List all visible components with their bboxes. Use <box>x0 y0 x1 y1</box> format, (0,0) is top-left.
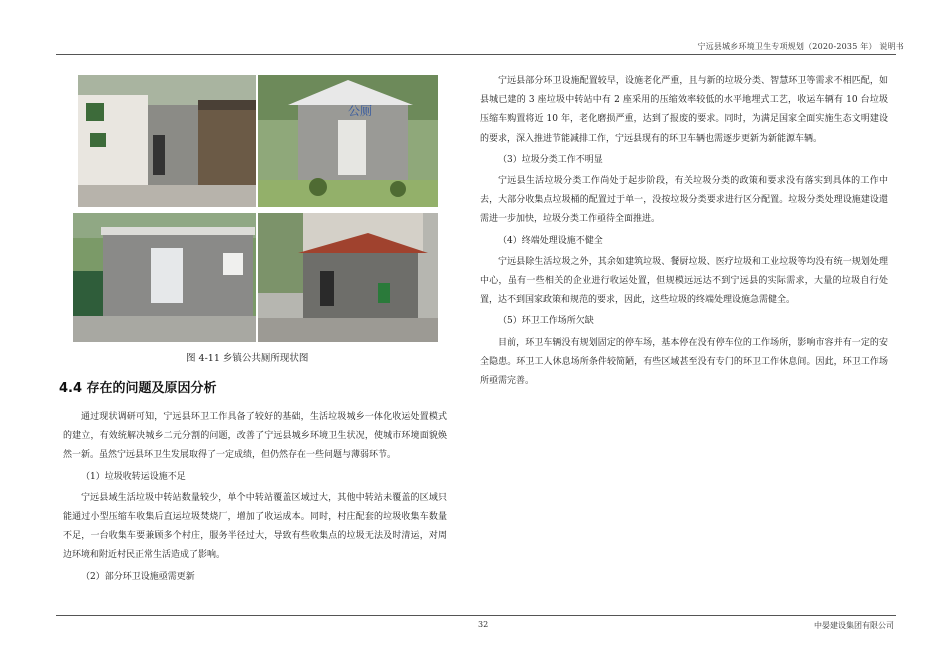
subheading: （3）垃圾分类工作不明显 <box>498 154 603 165</box>
paragraph: 宁远县除生活垃圾之外，其余如建筑垃圾、餐厨垃圾、医疗垃圾和工业垃圾等均没有统一规划处理中心，虽有一些相关的企业进行收运处置，但规模远远达不到宁远县的实际需求，大量的垃圾自行处置，达不到国家政策和规范的要求，因此，这些垃圾的终端处理设施急需健全。 <box>480 256 888 306</box>
paragraph: 宁远县部分环卫设施配置较早，设施老化严重，且与新的垃圾分类、智慧环卫等需求不相匹配，如县城已建的 3 座垃圾中转站中有 2 座采用的压缩效率较低的水平地埋式工艺，收运车辆有 10 台垃圾压缩车购置将近 10 年，老化磨损严重，达到了报废的要求。同时，为满足国家全面实施生态文明建设的要求，深入推进节能减排工作，宁远县现有的环卫车辆也需逐步更新为新能源车辆。 <box>480 76 888 144</box>
left-column <box>59 377 447 589</box>
photo-public-toilet-3 <box>73 213 256 342</box>
figure-caption: 图 4-11 乡镇公共厕所现状图 <box>186 353 309 364</box>
footer-divider <box>56 615 896 616</box>
photo-public-toilet-2 <box>258 75 438 207</box>
subheading: （2）部分环卫设施亟需更新 <box>81 571 195 582</box>
photo-public-toilet-1 <box>78 75 256 207</box>
company-name: 中晏建设集团有限公司 <box>814 621 894 630</box>
section-title: 4.4 存在的问题及原因分析 <box>59 381 217 396</box>
subheading: （4）终端处理设施不健全 <box>498 235 603 246</box>
paragraph: 宁远县生活垃圾分类工作尚处于起步阶段，有关垃圾分类的政策和要求没有落实到具体的工作中去，大部分收集点垃圾桶的配置过于单一，没按垃圾分类要求进行区分配置。垃圾分类处理设施建设還需进一步加快，垃圾分类工作亟待全面推进。 <box>480 176 888 225</box>
photo-public-toilet-4 <box>258 213 438 342</box>
header-title: 宁远县城乡环境卫生专项规划（2020-2035 年） 说明书 <box>697 42 904 51</box>
paragraph: 宁远县域生活垃圾中转站数量较少，单个中转站覆盖区域过大，其他中转站未覆盖的区域只能通过小型压缩车收集后直运垃圾焚烧厂，增加了收运成本。同时，村庄配套的垃圾收集车数量不足，一台收集车要兼顾多个村庄，服务半径过大，导致有些收集点的垃圾无法及时清运，对周边环境和附近村民正常生活造成了影响。 <box>63 492 447 561</box>
right-column <box>480 72 888 393</box>
toilet-sign-label: 公厕 <box>348 104 373 118</box>
page-number: 32 <box>478 620 489 629</box>
subheading: （5）环卫工作场所欠缺 <box>498 316 594 327</box>
subheading: （1）垃圾收转运设施不足 <box>81 471 186 482</box>
header-divider <box>56 54 896 55</box>
paragraph: 目前，环卫车辆没有规划固定的停车场，基本停在没有停车位的工作场所，影响市容并有一定的安全隐患。环卫工人休息场所条件较简陋，有些区域甚至没有专门的环卫工作休息间。因此，环卫工作场所亟需完善。 <box>480 337 888 387</box>
paragraph: 通过现状调研可知，宁远县环卫工作具备了较好的基础，生活垃圾城乡一体化收运处置模式的建立，有效统解决城乡二元分割的问题，改善了宁远县城乡环境卫生状况，使城市环境面貌焕然一新。虽然宁远县环卫生发展取得了一定成绩，但仍然存在一些问题与薄弱环节。 <box>63 412 447 461</box>
